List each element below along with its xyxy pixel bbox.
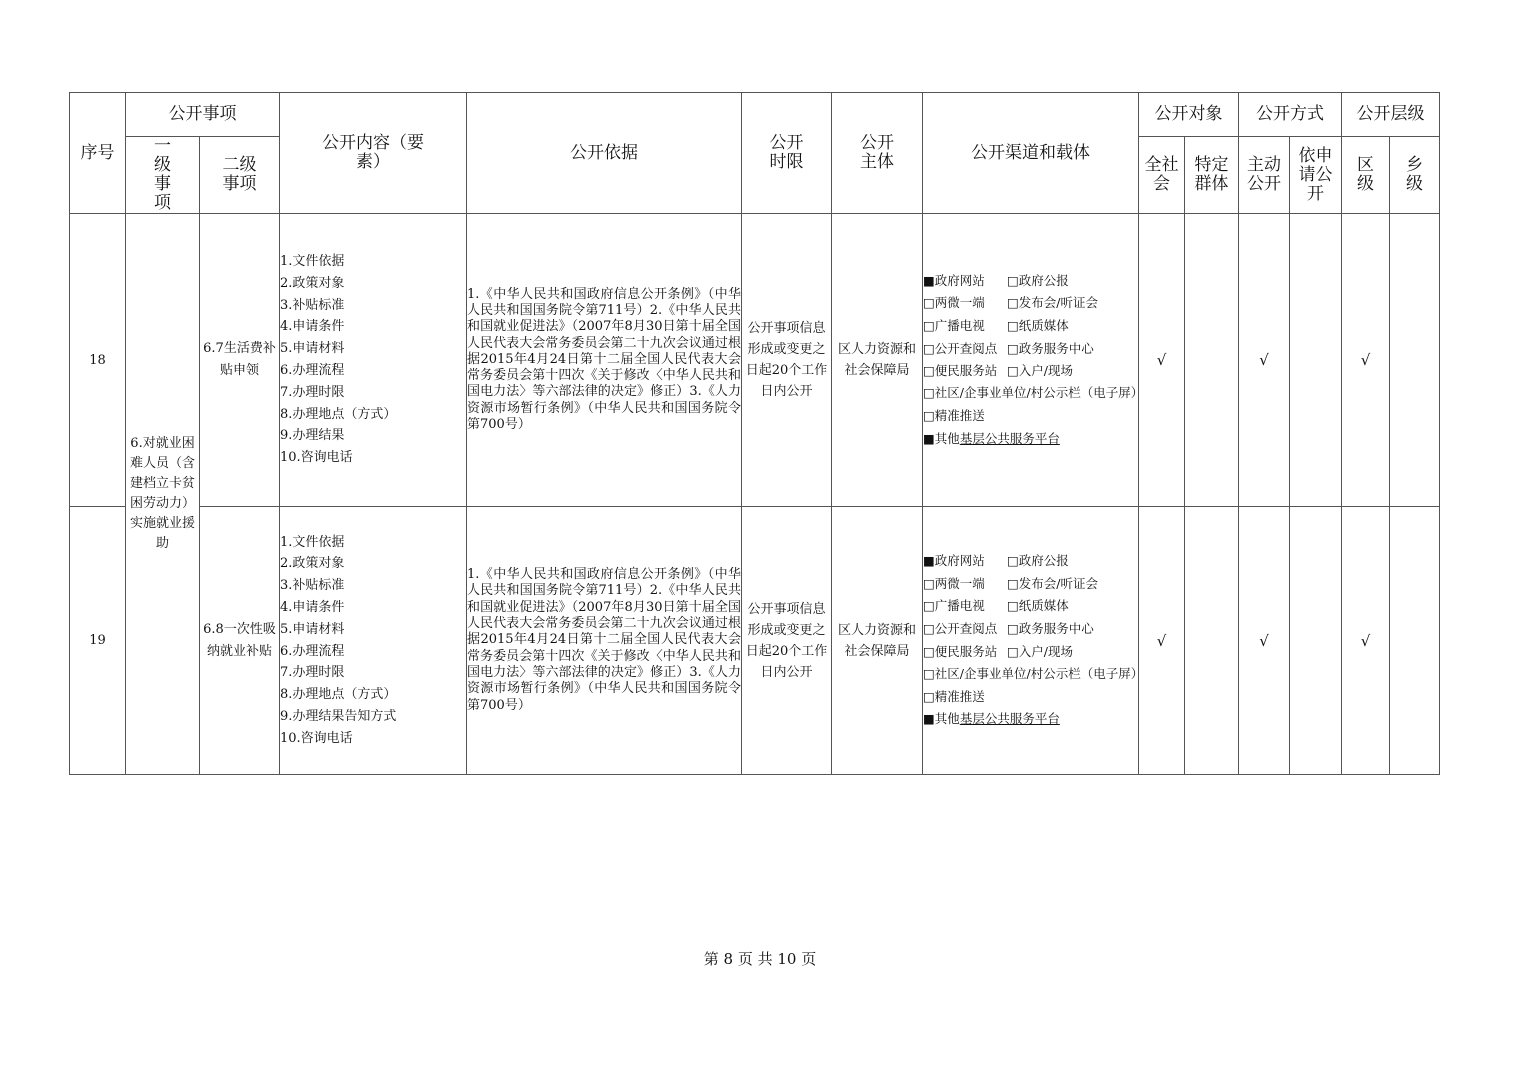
- header-seq: 序号: [70, 93, 126, 214]
- page-footer: 第 8 页 共 10 页: [703, 950, 817, 968]
- channel-option: □便民服务站: [923, 363, 998, 379]
- row-seq: 18: [70, 214, 126, 507]
- level-town-mark: [1390, 507, 1440, 775]
- row-seq: 19: [70, 507, 126, 775]
- channel-option: □精准推送: [923, 408, 985, 424]
- level-district-mark: √: [1342, 214, 1390, 507]
- content-list: [280, 214, 467, 507]
- method-active-mark: √: [1239, 507, 1290, 775]
- channel-option: □政务服务中心: [1007, 340, 1094, 356]
- header-level-town: 乡级: [1390, 137, 1440, 214]
- channel-option: ■政府网站: [923, 553, 985, 569]
- basis-text: 1.《中华人民共和国政府信息公开条例》（中华人民共和国国务院令第711号）2.《中华人民共和国就业促进法》（2007年8月30日第十届全国人民代表大会常务委员会第二十九次会议通过根据2015年4月24日第十二届全国人民代表大会常务委员会第十四次《关于修改〈中华人民共和国电力法〉等六部法律的决定》修正）3.《人力资源市场暂行条例》（中华人民共和国国务院令第700号）: [467, 214, 742, 507]
- channel-option: □入户/现场: [1007, 363, 1074, 379]
- table-row: [70, 507, 1440, 775]
- channel-option: □纸质媒体: [1007, 598, 1069, 614]
- method-request-mark: [1290, 214, 1342, 507]
- channel-option: □广播电视: [923, 317, 985, 333]
- channel-option: □公开查阅点: [923, 621, 998, 637]
- list-item: 10.咨询电话: [280, 730, 353, 746]
- target-all-mark: √: [1139, 507, 1185, 775]
- list-item: 10.咨询电话: [280, 450, 353, 466]
- channel-option: □两微一端: [923, 295, 985, 311]
- channel-option: □纸质媒体: [1007, 317, 1069, 333]
- header-channels: 公开渠道和载体: [923, 93, 1139, 214]
- header-method-group: 公开方式: [1239, 93, 1342, 137]
- method-active-mark: √: [1239, 214, 1290, 507]
- channel-option: □入户/现场: [1007, 643, 1074, 659]
- header-time-limit: 公开时限: [742, 93, 832, 214]
- method-request-mark: [1290, 507, 1342, 775]
- header-level-group: 公开层级: [1342, 93, 1440, 137]
- channel-option: □社区/企事业单位/村公示栏（电子屏）: [923, 665, 1144, 681]
- target-specific-mark: [1185, 507, 1239, 775]
- level-town-mark: [1390, 214, 1440, 507]
- list-item: 2.政策对象: [280, 556, 345, 572]
- level2-item: 6.8一次性吸纳就业补贴: [200, 507, 280, 775]
- subject: 区人力资源和社会保障局: [832, 214, 923, 507]
- basis-text: 1.《中华人民共和国政府信息公开条例》（中华人民共和国国务院令第711号）2.《中华人民共和国就业促进法》（2007年8月30日第十届全国人民代表大会常务委员会第二十九次会议通过根据2015年4月24日第十二届全国人民代表大会常务委员会第十四次《关于修改〈中华人民共和国电力法〉等六部法律的决定》修正）3.《人力资源市场暂行条例》（中华人民共和国国务院令第700号）: [467, 507, 742, 775]
- list-item: 6.办理流程: [280, 363, 345, 378]
- header-subject: 公开主体: [832, 93, 923, 214]
- subject: 区人力资源和社会保障局: [832, 507, 923, 775]
- list-item: 1.文件依据: [280, 254, 345, 270]
- channel-option: □发布会/听证会: [1007, 575, 1099, 591]
- content-list: [280, 507, 467, 775]
- channel-option: □广播电视: [923, 598, 985, 614]
- list-item: 5.申请材料: [280, 341, 345, 357]
- channel-option: □政务服务中心: [1007, 621, 1094, 637]
- channel-option: □政府公报: [1007, 553, 1069, 569]
- channel-option: □精准推送: [923, 688, 985, 704]
- channel-option: ■政府网站: [923, 272, 985, 288]
- header-target-specific: 特定群体: [1185, 137, 1239, 214]
- list-item: 3.补贴标准: [280, 297, 345, 313]
- list-item: 1.文件依据: [280, 534, 345, 550]
- list-item: 7.办理时限: [280, 384, 345, 400]
- list-item: 2.政策对象: [280, 275, 345, 291]
- header-content: 公开内容（要素）: [280, 93, 467, 214]
- level-district-mark: √: [1342, 507, 1390, 775]
- list-item: 7.办理时限: [280, 665, 345, 681]
- list-item: 8.办理地点（方式）: [280, 687, 397, 703]
- header-level2: 二级事项: [200, 137, 280, 214]
- list-item: 3.补贴标准: [280, 578, 345, 594]
- list-item: 4.申请条件: [280, 319, 345, 335]
- header-level1: 一级事项: [126, 137, 200, 214]
- list-item: 9.办理结果告知方式: [280, 708, 397, 724]
- list-item: 5.申请材料: [280, 621, 345, 637]
- list-item: 9.办理结果: [280, 428, 345, 444]
- channel-list: [923, 214, 1144, 507]
- channel-option: □政府公报: [1007, 272, 1069, 288]
- target-all-mark: √: [1139, 214, 1185, 507]
- header-method-active: 主动公开: [1239, 137, 1290, 214]
- list-item: 8.办理地点（方式）: [280, 406, 397, 422]
- header-method-request: 依申请公开: [1290, 137, 1342, 214]
- header-basis: 公开依据: [467, 93, 742, 214]
- channel-option: ■其他: [923, 430, 960, 446]
- channel-platform: 基层公共服务平台: [959, 430, 1060, 446]
- channel-option: ■其他: [923, 711, 960, 727]
- channel-list: [923, 507, 1144, 775]
- list-item: 4.申请条件: [280, 599, 345, 615]
- channel-option: □发布会/听证会: [1007, 295, 1099, 311]
- channel-option: □公开查阅点: [923, 340, 998, 356]
- header-target-group: 公开对象: [1139, 93, 1239, 137]
- time-limit: 公开事项信息形成或变更之日起20个工作日内公开: [742, 507, 832, 775]
- table-row: [70, 214, 1440, 507]
- header-target-all: 全社会: [1139, 137, 1185, 214]
- header-item-group: 公开事项: [126, 93, 280, 137]
- level2-item: 6.7生活费补贴申领: [200, 214, 280, 507]
- level1-item: 6.对就业困难人员（含建档立卡贫困劳动力）实施就业援助: [126, 214, 200, 775]
- time-limit: 公开事项信息形成或变更之日起20个工作日内公开: [742, 214, 832, 507]
- channel-platform: 基层公共服务平台: [959, 711, 1060, 727]
- header-row-1: [70, 93, 1440, 137]
- header-level-district: 区级: [1342, 137, 1390, 214]
- channel-option: □两微一端: [923, 575, 985, 591]
- disclosure-table: [69, 92, 1440, 775]
- channel-option: □便民服务站: [923, 643, 998, 659]
- channel-option: □社区/企事业单位/村公示栏（电子屏）: [923, 385, 1144, 401]
- list-item: 6.办理流程: [280, 643, 345, 659]
- target-specific-mark: [1185, 214, 1239, 507]
